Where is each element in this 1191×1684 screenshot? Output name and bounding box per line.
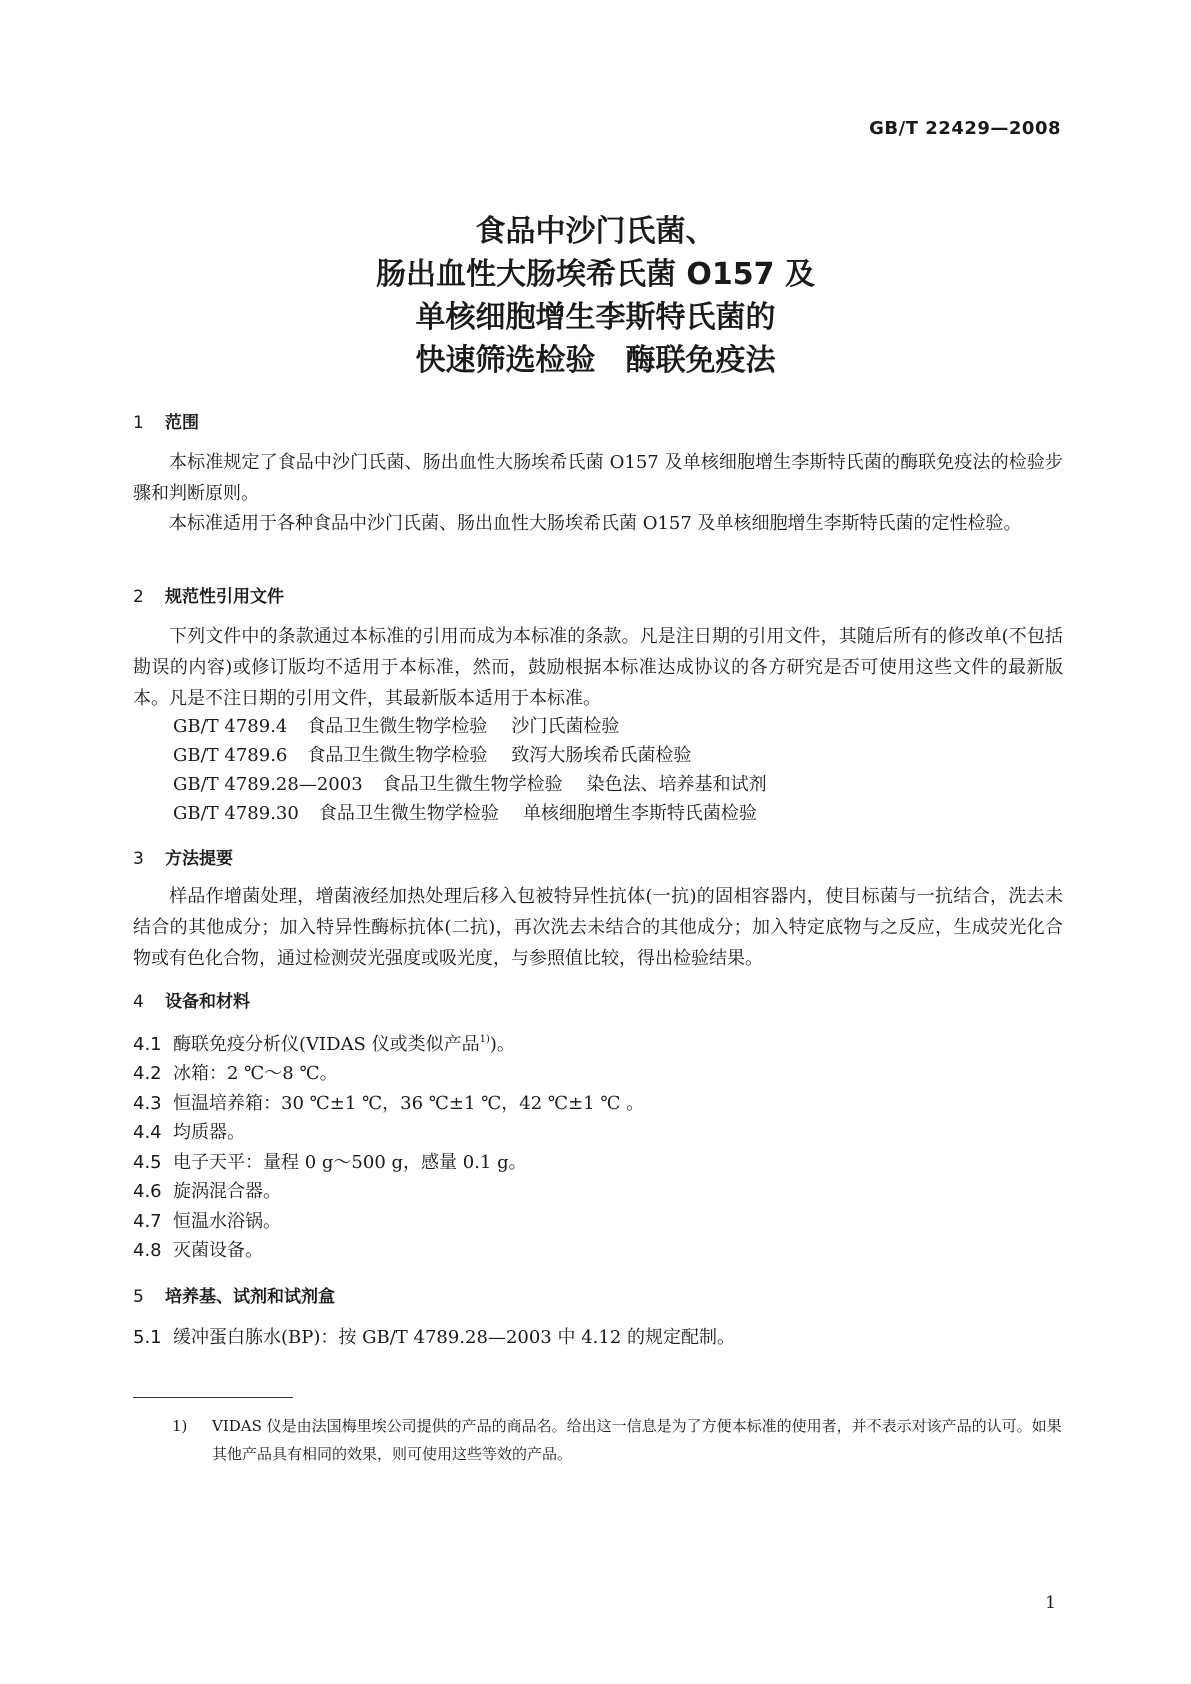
item-number: 5.1 [133, 1327, 162, 1348]
section-title: 范围 [165, 413, 199, 433]
item-text: 电子天平：量程 0 g～500 g，感量 0.1 g。 [173, 1152, 527, 1173]
footnote-mark: 1) [172, 1417, 188, 1435]
item-number: 4.8 [133, 1240, 162, 1261]
item-text: 恒温培养箱：30 ℃±1 ℃，36 ℃±1 ℃，42 ℃±1 ℃ 。 [173, 1093, 645, 1114]
reference-item [173, 799, 757, 825]
equipment-item [133, 1148, 527, 1174]
footnote-divider [133, 1397, 293, 1398]
paragraph: 本标准规定了食品中沙门氏菌、肠出血性大肠埃希氏菌 O157 及单核细胞增生李斯特氏菌的酶联免疫法的检验步骤和判断原则。 [133, 452, 1063, 504]
section-number: 2 [133, 587, 144, 607]
item-text: 酶联免疫分析仪(VIDAS 仪或类似产品 [173, 1034, 480, 1055]
section-3-heading [133, 844, 233, 869]
reference-part2: 沙门氏菌检验 [511, 716, 620, 737]
item-text: 恒温水浴锅。 [173, 1211, 281, 1232]
section-title: 设备和材料 [165, 992, 250, 1012]
reference-part2: 单核细胞增生李斯特氏菌检验 [522, 803, 757, 824]
page-number: 1 [1045, 1593, 1056, 1613]
reference-code: GB/T 4789.28—2003 [173, 774, 363, 795]
section-1-heading [133, 408, 199, 433]
section-5-heading [133, 1282, 335, 1307]
item-text: 冰箱：2 ℃～8 ℃。 [173, 1063, 338, 1084]
section-number: 1 [133, 413, 144, 433]
section-title: 培养基、试剂和试剂盒 [165, 1287, 335, 1307]
item-number: 4.4 [133, 1122, 162, 1143]
item-text: 均质器。 [173, 1122, 245, 1143]
reference-part1: 食品卫生微生物学检验 [307, 716, 488, 737]
item-number: 4.2 [133, 1063, 162, 1084]
equipment-item [133, 1207, 281, 1233]
reference-code: GB/T 4789.6 [173, 745, 288, 766]
equipment-item [133, 1030, 515, 1056]
reference-code: GB/T 4789.4 [173, 716, 288, 737]
equipment-item [133, 1236, 263, 1262]
reference-part1: 食品卫生微生物学检验 [318, 803, 499, 824]
item-number: 4.3 [133, 1093, 162, 1114]
reagent-item [133, 1323, 735, 1349]
section-title: 方法提要 [165, 849, 233, 869]
footnote-text: VIDAS 仪是由法国梅里埃公司提供的产品的商品名。给出这一信息是为了方便本标准的使用者，并不表示对该产品的认可。如果其他产品具有相同的效果，则可使用这些等效的产品。 [212, 1417, 1062, 1463]
item-text: 灭菌设备。 [173, 1240, 263, 1261]
reference-part2: 染色法、培养基和试剂 [586, 774, 767, 795]
title-line: 食品中沙门氏菌、 [475, 214, 716, 249]
reference-part1: 食品卫生微生物学检验 [307, 745, 488, 766]
section-number: 3 [133, 849, 144, 869]
equipment-item [133, 1059, 338, 1085]
item-text: 旋涡混合器。 [173, 1181, 281, 1202]
footnote-ref: 1) [479, 1034, 490, 1045]
paragraph: 本标准适用于各种食品中沙门氏菌、肠出血性大肠埃希氏菌 O157 及单核细胞增生李斯特氏菌的定性检验。 [169, 513, 1022, 534]
equipment-item [133, 1118, 245, 1144]
item-number: 4.6 [133, 1181, 162, 1202]
title-line: 肠出血性大肠埃希氏菌 O157 及 [375, 257, 815, 292]
reference-item [173, 741, 691, 767]
item-text: 缓冲蛋白胨水(BP)：按 GB/T 4789.28—2003 中 4.12 的规定配制。 [173, 1327, 735, 1348]
section-4-heading [133, 987, 250, 1012]
item-number: 4.1 [133, 1034, 162, 1055]
section-number: 5 [133, 1287, 144, 1307]
paragraph: 下列文件中的条款通过本标准的引用而成为本标准的条款。凡是注日期的引用文件，其随后所有的修改单(不包括勘误的内容)或修订版均不适用于本标准，然而，鼓励根据本标准达成协议的各方研究是否可使用这些文件的最新版本。凡是不注日期的引用文件，其最新版本适用于本标准。 [133, 626, 1063, 709]
reference-item [173, 770, 767, 796]
reference-part1: 食品卫生微生物学检验 [382, 774, 563, 795]
section-2-heading [133, 582, 284, 607]
reference-part2: 致泻大肠埃希氏菌检验 [511, 745, 692, 766]
reference-item [173, 712, 619, 738]
section-title: 规范性引用文件 [165, 587, 284, 607]
item-text-tail: )。 [489, 1034, 515, 1055]
document-title [0, 210, 1191, 382]
standard-code: GB/T 22429—2008 [869, 118, 1061, 139]
equipment-item [133, 1089, 644, 1115]
section-number: 4 [133, 992, 144, 1012]
equipment-item [133, 1177, 281, 1203]
title-line: 单核细胞增生李斯特氏菌的 [415, 300, 776, 335]
reference-code: GB/T 4789.30 [173, 803, 299, 824]
item-number: 4.7 [133, 1211, 162, 1232]
title-line: 快速筛选检验 酶联免疫法 [415, 343, 776, 378]
item-number: 4.5 [133, 1152, 162, 1173]
footnote [172, 1412, 1068, 1468]
paragraph: 样品作增菌处理，增菌液经加热处理后移入包被特异性抗体(一抗)的固相容器内，使目标菌与一抗结合，洗去未结合的其他成分；加入特异性酶标抗体(二抗)，再次洗去未结合的其他成分；加入特定底物与之反应，生成荧光化合物或有色化合物，通过检测荧光强度或吸光度，与参照值比较，得出检验结果。 [133, 886, 1063, 969]
